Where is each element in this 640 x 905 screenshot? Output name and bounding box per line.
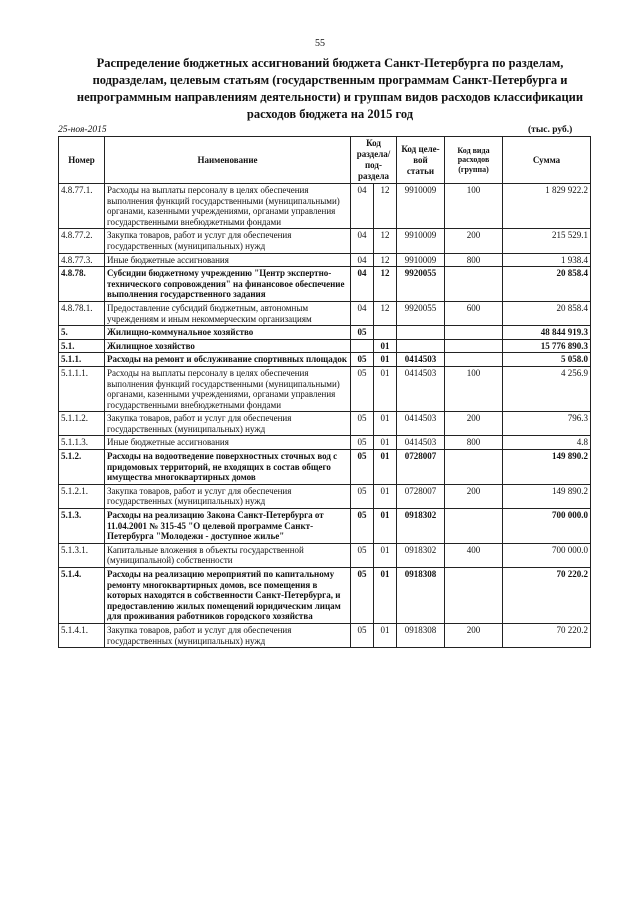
cell-number: 5.1.1. <box>59 353 105 367</box>
cell-subsection: 01 <box>374 450 397 485</box>
cell-target: 9910009 <box>397 229 445 253</box>
cell-section: 04 <box>351 267 374 302</box>
cell-name: Закупка товаров, работ и услуг для обеспечения государственных (муниципальных) нужд <box>105 229 351 253</box>
cell-amount: 48 844 919.3 <box>503 326 591 340</box>
table-row <box>59 184 591 229</box>
header-number: Номер <box>59 137 105 184</box>
cell-target: 0728007 <box>397 450 445 485</box>
cell-number: 5.1.4.1. <box>59 623 105 647</box>
cell-target: 0918308 <box>397 568 445 624</box>
cell-expense-type <box>445 267 503 302</box>
cell-number: 4.8.77.3. <box>59 253 105 267</box>
cell-expense-type: 600 <box>445 301 503 325</box>
units-label: (тыс. руб.) <box>528 125 573 135</box>
cell-amount: 70 220.2 <box>503 568 591 624</box>
cell-name: Капитальные вложения в объекты государственной (муниципальной) собственности <box>105 543 351 567</box>
cell-subsection: 01 <box>374 543 397 567</box>
cell-number: 5.1.4. <box>59 568 105 624</box>
cell-subsection: 12 <box>374 184 397 229</box>
cell-name: Закупка товаров, работ и услуг для обеспечения государственных (муниципальных) нужд <box>105 412 351 436</box>
cell-number: 5.1. <box>59 339 105 353</box>
cell-section: 05 <box>351 353 374 367</box>
cell-target: 0414503 <box>397 436 445 450</box>
cell-section: 05 <box>351 509 374 544</box>
cell-subsection: 01 <box>374 484 397 508</box>
cell-expense-type: 200 <box>445 484 503 508</box>
header-target: Код целе- вой статьи <box>397 137 445 184</box>
cell-number: 5.1.2. <box>59 450 105 485</box>
cell-amount: 5 058.0 <box>503 353 591 367</box>
cell-name: Расходы на реализацию мероприятий по капитальному ремонту многоквартирных домов, все помещения в которых находятся в собственности Санкт-Петербурга, и предоставлению жилых помещений юридическим лицам для проживания работников городского хозяйства <box>105 568 351 624</box>
cell-target: 0414503 <box>397 412 445 436</box>
cell-section: 05 <box>351 326 374 340</box>
cell-section: 05 <box>351 450 374 485</box>
cell-section: 05 <box>351 436 374 450</box>
cell-number: 5.1.3.1. <box>59 543 105 567</box>
cell-amount: 796.3 <box>503 412 591 436</box>
table-body <box>59 184 591 648</box>
cell-section: 05 <box>351 412 374 436</box>
cell-target: 9910009 <box>397 253 445 267</box>
cell-name: Закупка товаров, работ и услуг для обеспечения государственных (муниципальных) нужд <box>105 484 351 508</box>
cell-number: 5.1.3. <box>59 509 105 544</box>
cell-amount: 215 529.1 <box>503 229 591 253</box>
cell-amount: 1 829 922.2 <box>503 184 591 229</box>
cell-number: 4.8.78. <box>59 267 105 302</box>
cell-number: 4.8.78.1. <box>59 301 105 325</box>
cell-target: 0414503 <box>397 366 445 411</box>
cell-subsection: 12 <box>374 229 397 253</box>
cell-amount: 20 858.4 <box>503 301 591 325</box>
cell-expense-type <box>445 450 503 485</box>
cell-subsection: 01 <box>374 412 397 436</box>
cell-subsection: 01 <box>374 353 397 367</box>
cell-name: Расходы на выплаты персоналу в целях обеспечения выполнения функций государственными (муниципальными) органами, казенными учреждениями, органами управления государственными внебюджетными фондами <box>105 184 351 229</box>
table-row <box>59 339 591 353</box>
table-row <box>59 353 591 367</box>
cell-name: Иные бюджетные ассигнования <box>105 253 351 267</box>
cell-expense-type: 100 <box>445 366 503 411</box>
table-row <box>59 253 591 267</box>
cell-amount: 15 776 890.3 <box>503 339 591 353</box>
cell-number: 5. <box>59 326 105 340</box>
cell-subsection: 01 <box>374 509 397 544</box>
cell-name: Расходы на выплаты персоналу в целях обеспечения выполнения функций государственными (муниципальными) органами, казенными учреждениями, органами управления государственными внебюджетными фондами <box>105 366 351 411</box>
cell-amount: 700 000.0 <box>503 509 591 544</box>
cell-target: 9910009 <box>397 184 445 229</box>
header-section: Код раздела/ под- раздела <box>351 137 397 184</box>
cell-subsection: 01 <box>374 339 397 353</box>
cell-target: 0728007 <box>397 484 445 508</box>
cell-name: Закупка товаров, работ и услуг для обеспечения государственных (муниципальных) нужд <box>105 623 351 647</box>
cell-name: Иные бюджетные ассигнования <box>105 436 351 450</box>
cell-section: 05 <box>351 568 374 624</box>
table-row <box>59 543 591 567</box>
cell-subsection: 01 <box>374 568 397 624</box>
cell-amount: 70 220.2 <box>503 623 591 647</box>
table-row <box>59 509 591 544</box>
cell-subsection: 01 <box>374 623 397 647</box>
header-expense-type: Код вида расходов (группа) <box>445 137 503 184</box>
cell-target <box>397 339 445 353</box>
table-row <box>59 412 591 436</box>
cell-section <box>351 339 374 353</box>
table-row <box>59 450 591 485</box>
table-row <box>59 436 591 450</box>
cell-section: 05 <box>351 366 374 411</box>
cell-number: 5.1.1.1. <box>59 366 105 411</box>
cell-target: 9920055 <box>397 301 445 325</box>
table-row <box>59 267 591 302</box>
cell-subsection: 12 <box>374 267 397 302</box>
cell-expense-type: 200 <box>445 229 503 253</box>
cell-expense-type: 400 <box>445 543 503 567</box>
cell-section: 04 <box>351 253 374 267</box>
cell-expense-type <box>445 326 503 340</box>
table-header-row <box>59 137 591 184</box>
cell-subsection <box>374 326 397 340</box>
cell-amount: 700 000.0 <box>503 543 591 567</box>
cell-expense-type <box>445 339 503 353</box>
table-row <box>59 229 591 253</box>
cell-amount: 4 256.9 <box>503 366 591 411</box>
cell-section: 04 <box>351 301 374 325</box>
cell-number: 5.1.1.3. <box>59 436 105 450</box>
cell-name: Жилищно-коммунальное хозяйство <box>105 326 351 340</box>
table-row <box>59 301 591 325</box>
cell-section: 05 <box>351 543 374 567</box>
cell-subsection: 01 <box>374 436 397 450</box>
cell-subsection: 12 <box>374 301 397 325</box>
cell-number: 4.8.77.1. <box>59 184 105 229</box>
cell-number: 5.1.2.1. <box>59 484 105 508</box>
cell-name: Расходы на реализацию Закона Санкт-Петербурга от 11.04.2001 № 315-45 "О целевой программе Санкт-Петербурга "Молодежи - доступное жилье" <box>105 509 351 544</box>
document-title: Распределение бюджетных ассигнований бюджета Санкт-Петербурга по разделам, подразделам, целевым статьям (государственным программам Санкт-Петербурга и непрограммным направлениям деятельности) и группам видов расходов классификации расходов бюджета на 2015 год <box>76 56 584 121</box>
cell-target: 0918308 <box>397 623 445 647</box>
cell-name: Расходы на водоотведение поверхностных сточных вод с придомовых территорий, не входящих в состав общего имущества многоквартирных домов <box>105 450 351 485</box>
cell-name: Расходы на ремонт и обслуживание спортивных площадок <box>105 353 351 367</box>
cell-name: Жилищное хозяйство <box>105 339 351 353</box>
cell-number: 4.8.77.2. <box>59 229 105 253</box>
table-row <box>59 623 591 647</box>
table-row <box>59 326 591 340</box>
cell-name: Предоставление субсидий бюджетным, автономным учреждениям и иным некоммерческим организациям <box>105 301 351 325</box>
header-name: Наименование <box>105 137 351 184</box>
cell-section: 05 <box>351 484 374 508</box>
table-row <box>59 484 591 508</box>
cell-target: 0414503 <box>397 353 445 367</box>
cell-subsection: 12 <box>374 253 397 267</box>
cell-target: 0918302 <box>397 543 445 567</box>
cell-expense-type <box>445 509 503 544</box>
cell-expense-type <box>445 353 503 367</box>
cell-section: 04 <box>351 184 374 229</box>
budget-table <box>58 136 591 648</box>
cell-target: 0918302 <box>397 509 445 544</box>
cell-target: 9920055 <box>397 267 445 302</box>
cell-expense-type: 800 <box>445 436 503 450</box>
cell-name: Субсидии бюджетному учреждению "Центр экспертно-технического сопровождения" на финансовое обеспечение выполнения государственного задания <box>105 267 351 302</box>
cell-amount: 149 890.2 <box>503 450 591 485</box>
table-row <box>59 366 591 411</box>
cell-amount: 149 890.2 <box>503 484 591 508</box>
header-amount: Сумма <box>503 137 591 184</box>
cell-expense-type: 200 <box>445 412 503 436</box>
page-number: 55 <box>315 38 325 49</box>
cell-number: 5.1.1.2. <box>59 412 105 436</box>
cell-expense-type: 200 <box>445 623 503 647</box>
cell-amount: 4.8 <box>503 436 591 450</box>
document-date: 25-ноя-2015 <box>58 125 107 135</box>
cell-amount: 1 938.4 <box>503 253 591 267</box>
cell-amount: 20 858.4 <box>503 267 591 302</box>
cell-expense-type: 800 <box>445 253 503 267</box>
cell-target <box>397 326 445 340</box>
cell-section: 05 <box>351 623 374 647</box>
cell-expense-type <box>445 568 503 624</box>
cell-subsection: 01 <box>374 366 397 411</box>
cell-section: 04 <box>351 229 374 253</box>
cell-expense-type: 100 <box>445 184 503 229</box>
table-row <box>59 568 591 624</box>
